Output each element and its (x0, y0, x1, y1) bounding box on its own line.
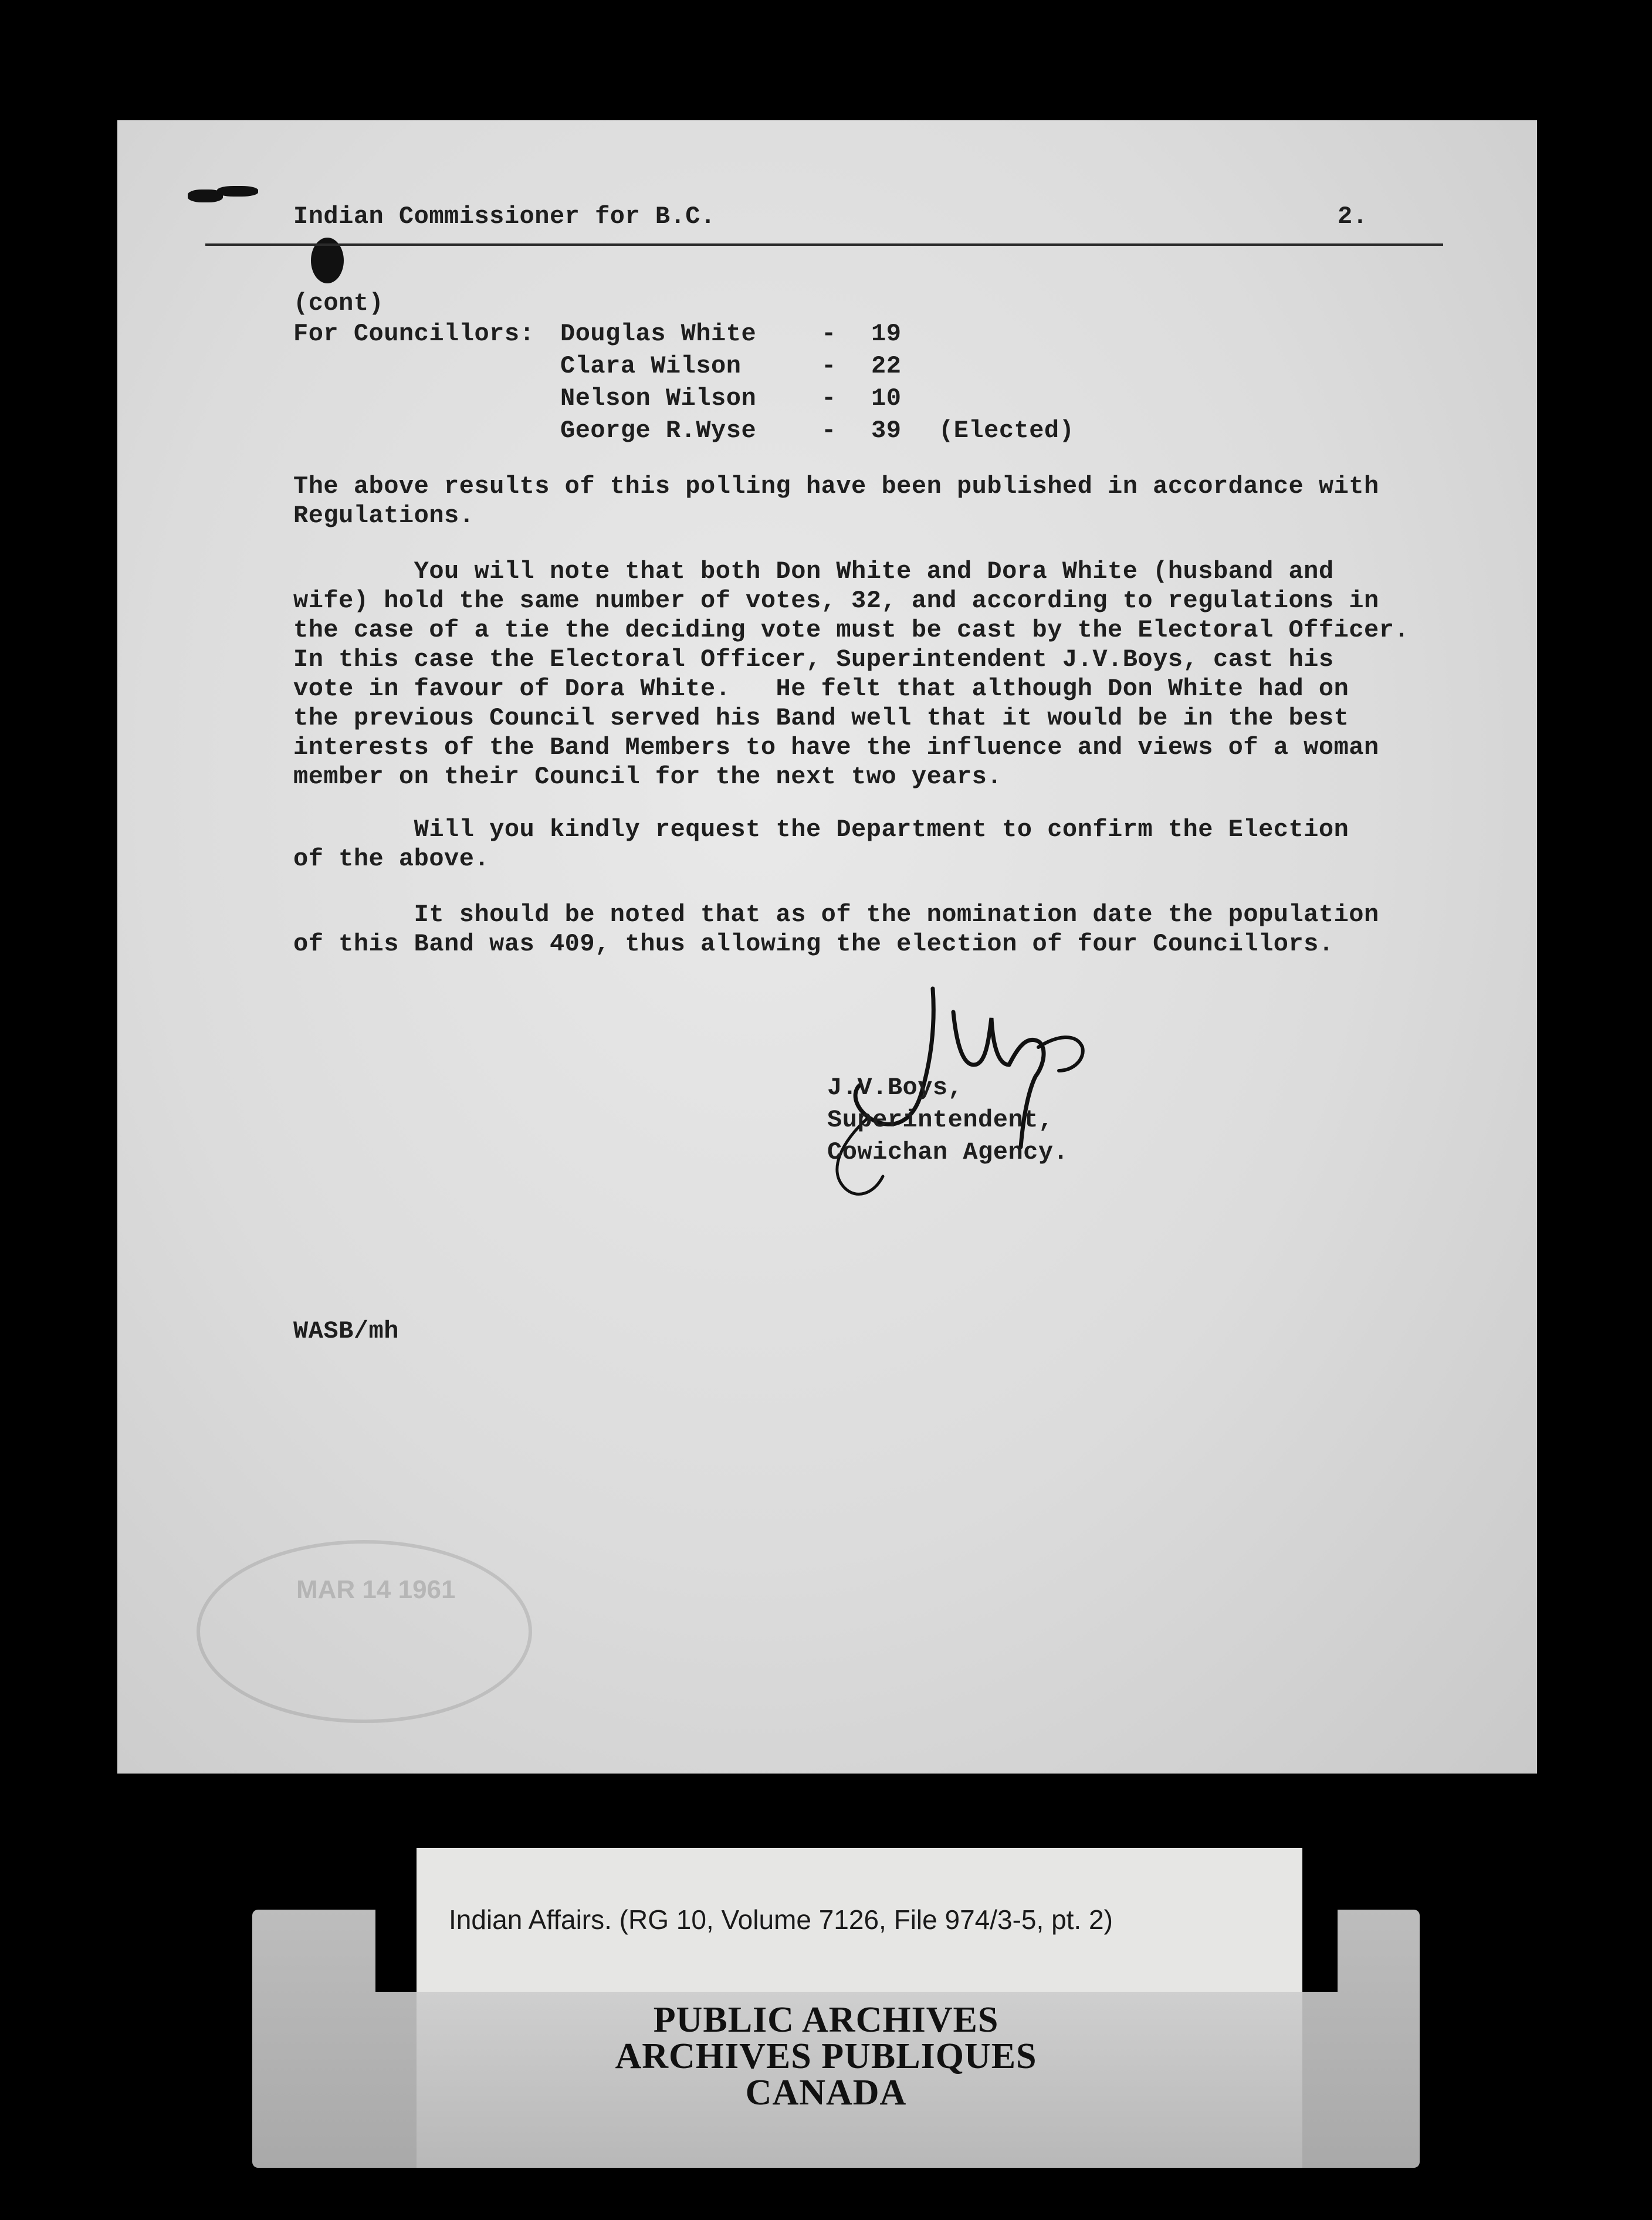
signatory-name: J.V.Boys, (827, 1074, 963, 1102)
candidate-dash: - (821, 417, 837, 445)
header-rule (205, 243, 1443, 246)
candidate-dash: - (821, 352, 837, 380)
letter-page (117, 120, 1537, 1774)
paragraph-line: of the above. (293, 845, 490, 873)
page-number: 2. (1338, 202, 1368, 231)
signatory-agency: Cowichan Agency. (827, 1138, 1069, 1166)
elected-note: (Elected) (939, 417, 1075, 445)
paragraph-line: vote in favour of Dora White. He felt that although Don White had on (293, 675, 1349, 703)
candidate-votes: 10 (871, 384, 902, 412)
paragraph-line: member on their Council for the next two years. (293, 763, 1003, 791)
paragraph-line: It should be noted that as of the nomination date the population (293, 901, 1379, 929)
paragraph-line: The above results of this polling have been published in accordance with (293, 472, 1379, 500)
candidate-name: Clara Wilson (560, 352, 742, 380)
candidate-votes: 22 (871, 352, 902, 380)
candidate-name: Douglas White (560, 320, 757, 348)
paragraph-line: interests of the Band Members to have the influence and views of a woman (293, 733, 1379, 762)
paragraph-line: You will note that both Don White and Dora White (husband and (293, 557, 1334, 586)
paragraph-line: Will you kindly request the Department to confirm the Election (293, 815, 1349, 844)
archive-plate-notch (1302, 1910, 1338, 1992)
councillors-label: For Councillors: (293, 320, 535, 348)
candidate-name: Nelson Wilson (560, 384, 757, 412)
candidate-dash: - (821, 320, 837, 348)
paragraph-line: In this case the Electoral Officer, Superintendent J.V.Boys, cast his (293, 645, 1334, 674)
candidate-votes: 19 (871, 320, 902, 348)
signatory-title: Superintendent, (827, 1106, 1054, 1134)
typist-initials: WASB/mh (293, 1317, 399, 1345)
archive-name-french: ARCHIVES PUBLIQUES (615, 2036, 1037, 2076)
paragraph-line: the case of a tie the deciding vote must be cast by the Electoral Officer. (293, 616, 1410, 644)
reference-label-text: Indian Affairs. (RG 10, Volume 7126, File 974/3-5, pt. 2) (449, 1904, 1113, 1935)
archive-plate-notch (375, 1910, 417, 1992)
paragraph-line: wife) hold the same number of votes, 32, and according to regulations in (293, 587, 1379, 615)
received-stamp-date: MAR 14 1961 (296, 1575, 456, 1604)
received-stamp (197, 1540, 532, 1723)
cont-label: (cont) (293, 289, 384, 317)
ink-blot-mark (217, 186, 258, 197)
paragraph-line: Regulations. (293, 502, 475, 530)
paragraph-line: of this Band was 409, thus allowing the election of four Councillors. (293, 930, 1334, 958)
candidate-name: George R.Wyse (560, 417, 757, 445)
paragraph-line: the previous Council served his Band well that it would be in the best (293, 704, 1349, 732)
archive-country: CANADA (745, 2073, 907, 2113)
archive-name-english: PUBLIC ARCHIVES (653, 2000, 999, 2040)
header-addressee: Indian Commissioner for B.C. (293, 202, 716, 231)
candidate-votes: 39 (871, 417, 902, 445)
candidate-dash: - (821, 384, 837, 412)
